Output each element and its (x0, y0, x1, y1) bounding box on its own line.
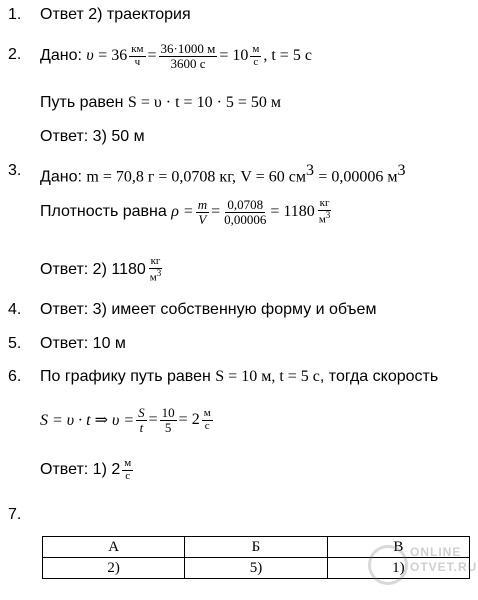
item-2-given-line (40, 36, 312, 76)
table-header-cell: Б (185, 537, 327, 558)
equals-sign: = (147, 47, 157, 64)
item-6-formula-line (40, 398, 215, 442)
speed-result: = 2 (178, 411, 200, 428)
converted-value: = 10 (219, 47, 249, 64)
volume-converted: = 0,00006 м (318, 168, 398, 186)
item-2-number: 2. (8, 46, 22, 63)
item-5-number: 5. (8, 335, 22, 352)
item-3-density-line (40, 190, 334, 234)
mass-value: m = 70,8 г = 0,0708 кг, (86, 168, 236, 186)
unit-kg-per-m3: $\frac{кг}{м^3}$ (318, 197, 331, 226)
density-result: = 1180 (270, 203, 315, 220)
numeric-fraction: $\frac{0,0708}{0,00006}$ (224, 196, 267, 227)
table-cell: 1) (327, 558, 469, 579)
speed-formula-start: S = υ · t ⇒ υ = (40, 412, 135, 429)
item-5-answer: Ответ: 10 м (40, 335, 126, 352)
item-7-number: 7. (8, 506, 22, 523)
rho-symbol: ρ = (171, 203, 194, 220)
unit-km-per-h: $\frac{км}{ч}$ (131, 42, 144, 68)
volume-exponent: 3 (305, 162, 314, 179)
path-label: Путь равен (40, 94, 124, 111)
item-6-number: 6. (8, 368, 22, 385)
graph-values: S = 10 м, t = 5 с (215, 368, 320, 385)
item-3-answer (40, 252, 165, 288)
table-header-cell: В (327, 537, 469, 558)
item-6-line (40, 368, 438, 386)
watermark-line-2: OTVET.RU (410, 560, 478, 574)
path-formula: S = υ · t = 10 · 5 = 50 м (127, 94, 282, 111)
answer-text: Ответ: 1) 2 (40, 461, 121, 478)
time-value: , t = 5 с (263, 47, 312, 64)
item-3-given-line (40, 162, 406, 186)
velocity-value: = 36 (98, 47, 128, 64)
item-1-number: 1. (8, 6, 22, 23)
item-2-answer: Ответ: 3) 50 м (40, 128, 145, 145)
item-4-answer: Ответ: 3) имеет собственную форму и объем (40, 301, 377, 318)
equals-sign: = (211, 203, 221, 220)
item-4-number: 4. (8, 301, 22, 318)
table-header-cell: А (43, 537, 185, 558)
speed-text: , тогда скорость (319, 368, 439, 385)
answer-unit-m-per-s: $\frac{м}{с}$ (124, 456, 132, 482)
item-3-number: 3. (8, 162, 22, 179)
velocity-symbol: υ (86, 47, 94, 64)
graph-text: По графику путь равен (40, 368, 211, 385)
table-cell: 5) (185, 558, 327, 579)
answer-text: Ответ: 2) 1180 (40, 261, 146, 278)
volume-exponent-2: 3 (397, 162, 406, 179)
item-6-answer (40, 452, 135, 488)
watermark-circle-icon (368, 545, 408, 585)
item-2-path-line (40, 94, 281, 112)
numeric-fraction: $\frac{10}{5}$ (161, 404, 175, 435)
given-label: Дано: (40, 47, 82, 64)
unit-m-per-s: $\frac{м}{с}$ (203, 406, 211, 432)
given-label: Дано: (40, 168, 82, 186)
answer-unit-kg-per-m3: $\frac{кг}{м^3}$ (149, 255, 162, 284)
unit-m-per-s: $\frac{м}{с}$ (252, 42, 260, 68)
table-cell: 2) (43, 558, 185, 579)
s-over-t-fraction: $\frac{S}{t}$ (138, 404, 145, 435)
density-label: Плотность равна (40, 203, 167, 220)
volume-value: V = 60 см (240, 168, 306, 186)
equals-sign: = (148, 411, 158, 428)
conversion-fraction: $\frac{36\cdot 1000 м}{3600 с}$ (160, 40, 216, 71)
watermark-line-1: ONLINE (410, 545, 462, 559)
item-1-answer: Ответ 2) траектория (40, 6, 191, 23)
m-over-v-fraction: $\frac{m}{V}$ (197, 196, 208, 227)
